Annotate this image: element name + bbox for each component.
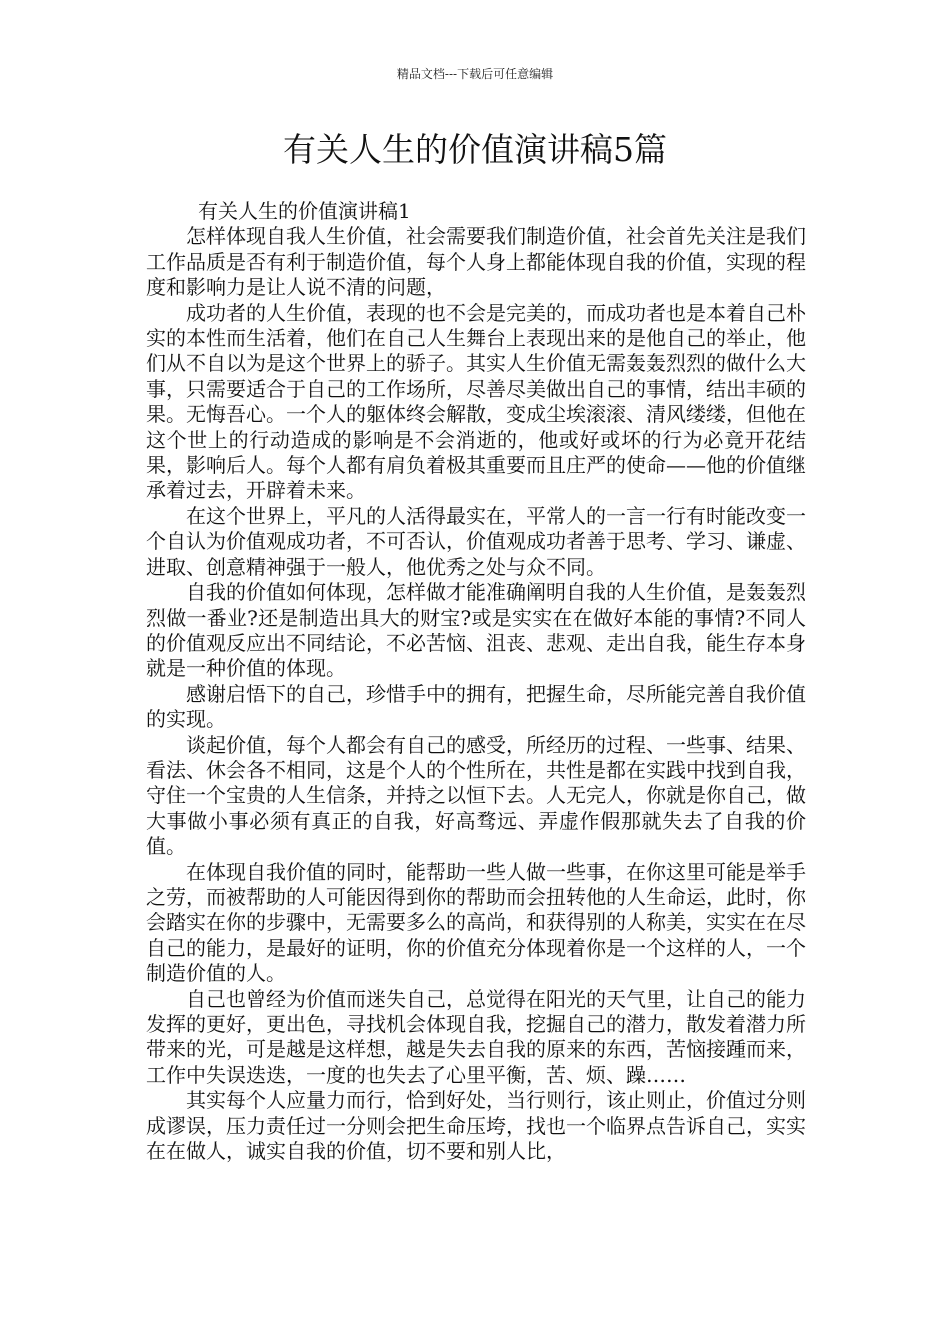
paragraph: 成功者的人生价值，表现的也不会是完美的，而成功者也是本着自己朴实的本性而生活着，他们在自己人生舞台上表现出来的是他自己的举止，他们从不自以为是这个世界上的骄子。其实人生价值无需轰轰烈烈的做什么大事，只需要适合于自己的工作场所，尽善尽美做出自己的事情，结出丰硕的果。无悔吾心。一个人的躯体终会解散，变成尘埃滚滚、清风缕缕，但他在这个世上的行动造成的影响是不会消逝的，他或好或坏的行为必竟开花结果，影响后人。每个人都有肩负着极其重要而且庄严的使命——他的价值继承着过去，开辟着未来。 [146,300,806,503]
paragraph: 感谢启悟下的自己，珍惜手中的拥有，把握生命，尽所能完善自我价值的实现。 [146,681,806,732]
paragraph: 在这个世界上，平凡的人活得最实在，平常人的一言一行有时能改变一个自认为价值观成功者，不可否认，价值观成功者善于思考、学习、谦虚、进取、创意精神强于一般人，他优秀之处与众不同。 [146,503,806,579]
paragraph: 其实每个人应量力而行，恰到好处，当行则行，该止则止，价值过分则成谬误，压力责任过一分则会把生命压垮，找也一个临界点告诉自己，实实在在做人，诚实自我的价值，切不要和别人比， [146,1088,806,1164]
document-title: 有关人生的价值演讲稿5篇 [283,130,667,169]
document-body [146,199,806,1164]
paragraph: 谈起价值，每个人都会有自己的感受，所经历的过程、一些事、结果、看法、休会各不相同，这是个人的个性所在，共性是都在实践中找到自我，守住一个宝贵的人生信条，并持之以恒下去。人无完人，你就是你自己，做大事做小事必须有真正的自我，好高骛远、弄虚作假那就失去了自我的价值。 [146,732,806,859]
paragraph: 在体现自我价值的同时，能帮助一些人做一些事，在你这里可能是举手之劳，而被帮助的人可能因得到你的帮助而会扭转他的人生命运，此时，你会踏实在你的步骤中，无需要多么的高尚，和获得别的人称美，实实在在尽自己的能力，是最好的证明，你的价值充分体现着你是一个这样的人，一个制造价值的人。 [146,859,806,986]
paragraph: 怎样体现自我人生价值，社会需要我们制造价值，社会首先关注是我们工作品质是否有利于制造价值，每个人身上都能体现自我的价值，实现的程度和影响力是让人说不清的问题， [146,224,806,300]
paragraph: 自我的价值如何体现，怎样做才能准确阐明自我的人生价值，是轰轰烈烈做一番业?还是制造出具大的财宝?或是实实在在做好本能的事情?不同人的价值观反应出不同结论，不必苦恼、沮丧、悲观、走出自我，能生存本身就是一种价值的体现。 [146,580,806,681]
paragraph: 自己也曾经为价值而迷失自己，总觉得在阳光的天气里，让自己的能力发挥的更好，更出色，寻找机会体现自我，挖掘自己的潜力，散发着潜力所带来的光，可是越是这样想，越是失去自我的原来的东西，苦恼接踵而来，工作中失误迭迭，一度的也失去了心里平衡，苦、烦、躁…… [146,986,806,1087]
section-heading: 有关人生的价值演讲稿1 [198,199,411,223]
header-note: 精品文档---下载后可任意编辑 [396,67,554,81]
